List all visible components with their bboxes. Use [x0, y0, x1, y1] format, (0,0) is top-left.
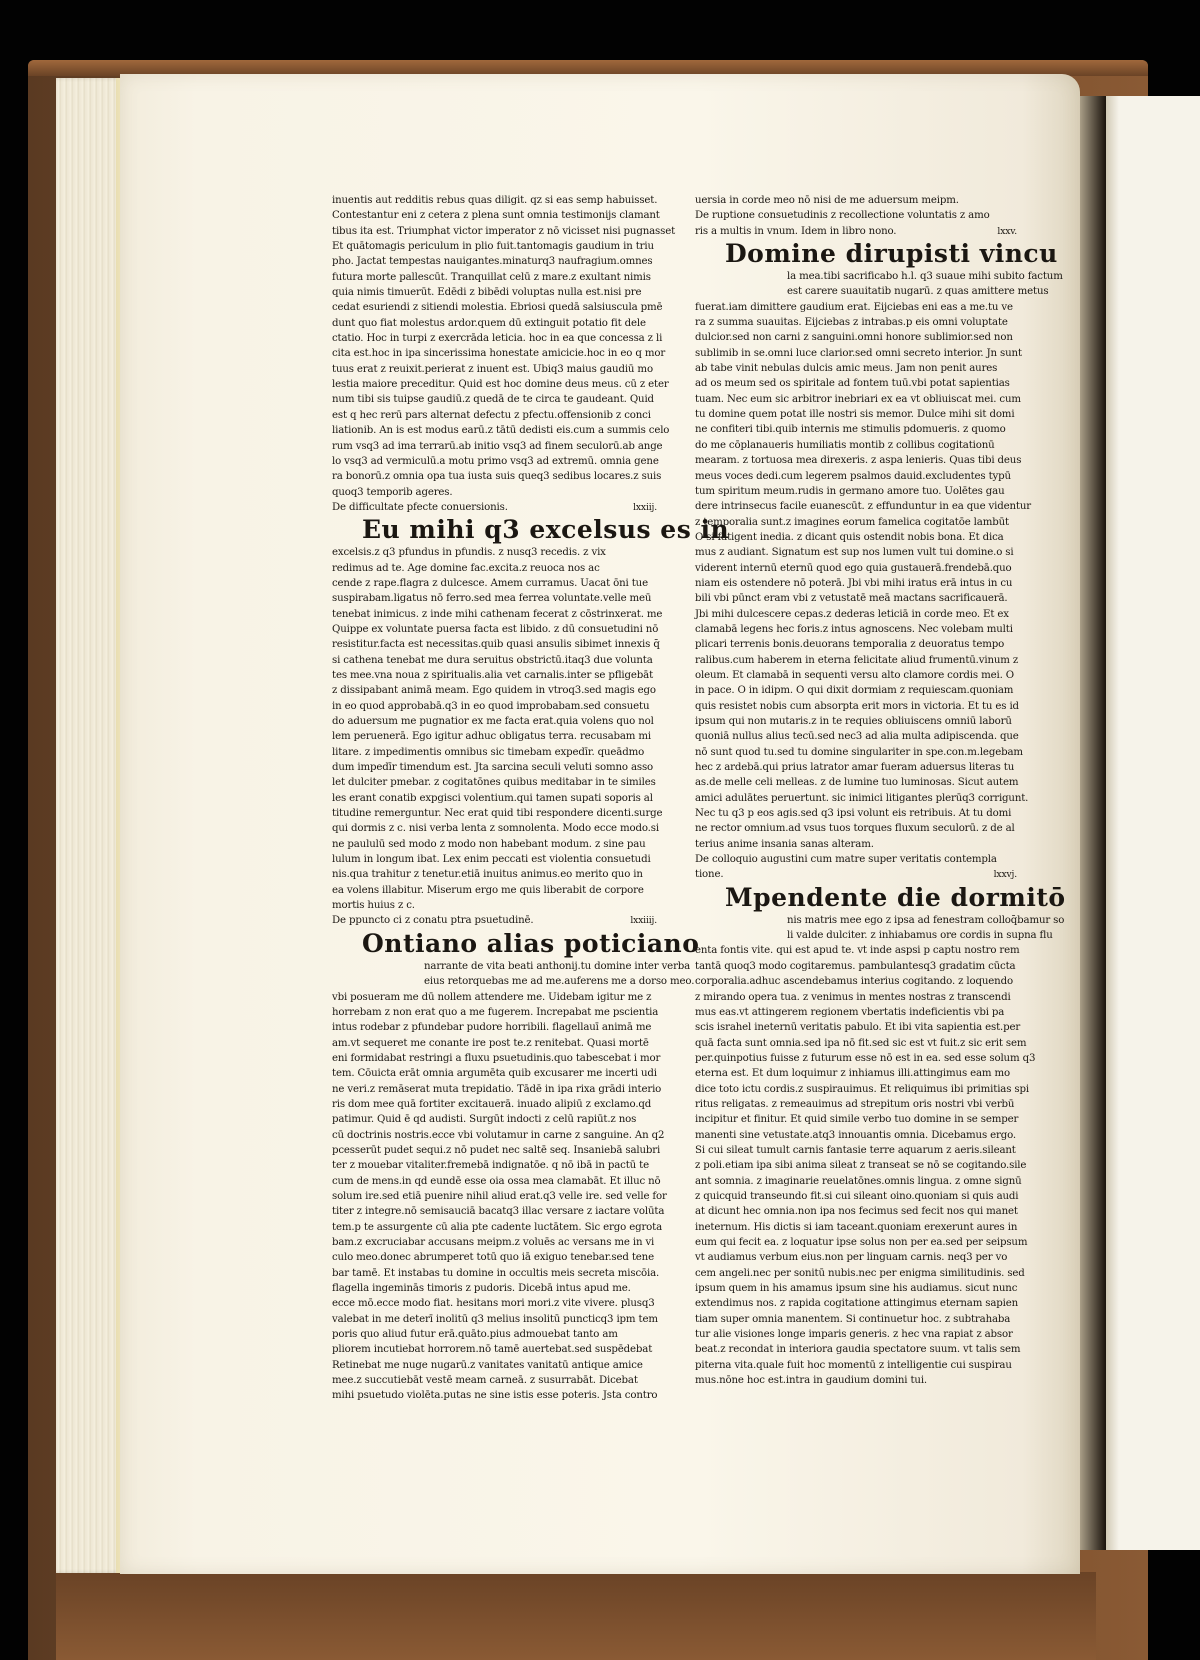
decorated-initial-line: Mpendente die dormitō: [725, 882, 1066, 912]
chapter-number: lxxvj.: [993, 869, 1017, 881]
chapter-title-cont: ris a multis in vnum. Idem in libro nono.: [695, 225, 897, 237]
text-line: mus z audiant. Signatum est sup nos lumen vult tui domine.o si: [695, 547, 1014, 559]
text-line: incipitur et finitur. Et quid simile verbo tuo domine in se semper: [695, 1114, 1019, 1126]
text-line: clamabā legens hec foris.z intus agnoscens. Nec volebam multi: [695, 623, 1013, 635]
initial-continuation: [695, 913, 1065, 944]
text-line: enta fontis vite. qui est apud te. vt inde aspsi p captu nostro rem: [695, 945, 1020, 957]
decorated-initial-line: Domine dirupisti vincu: [725, 239, 1058, 269]
chapter-heading: [695, 867, 1017, 882]
text-line: fuerat.iam dimittere gaudium erat. Eijciebas eni eas a me.tu ve: [695, 301, 1013, 313]
text-line: ra z summa suauitas. Eijciebas z intrabas.p eis omni voluptate: [695, 317, 1008, 329]
text-line: dice toto ictu cordis.z suspirauimus. Et reliquimus ibi primitias spi: [695, 1083, 1029, 1095]
text-line: let dulciter pmebar. z cogitatōnes quibus meditabar in te similes: [332, 777, 656, 789]
text-line: eterna est. Et dum loquimur z inhiamus illi.attingimus eam mo: [695, 1068, 1011, 1080]
text-line: ralibus.cum haberem in eterna felicitate aliud frumentū.vinum z: [695, 654, 1019, 666]
text-line: tur alie visiones longe imparis generis. z hec vna rapiat z absor: [695, 1329, 1013, 1341]
text-line: z mirando opera tua. z venimus in mentes nostras z transcendi: [695, 991, 1011, 1003]
text-line: oleum. Et clamabā in sequenti versu alto clamore cordis mei. O: [695, 669, 1014, 681]
text-line: extendimus nos. z rapida cogitatione attingimus eternam sapien: [695, 1298, 1019, 1310]
text-line: mee.z succutiebāt vestē meam carneā. z susurrabāt. Dicebat: [332, 1375, 638, 1387]
text-line: dulcior.sed non carni z sanguini.omni honore sublimior.sed non: [695, 332, 1013, 344]
text-line: z temporalia sunt.z imagines eorum famelica cogitatōe lambūt: [695, 516, 1009, 528]
text-line: bar tamē. Et instabas tu domine in occultis meis secreta miscōia.: [332, 1267, 660, 1279]
text-line: tes mee.vna noua z spiritualis.alia vet carnalis.inter se pfligebāt: [332, 669, 654, 681]
text-line: la mea.tibi sacrificabo h.l. q3 suaue mihi subito factum: [787, 271, 1063, 283]
text-line: dum impedīr timendum est. Jta sarcina seculi veluti somno asso: [332, 762, 654, 774]
text-line: beat.z recondat in interiora gaudia spectatore suum. vt talis sem: [695, 1344, 1021, 1356]
text-line: vt audiamus verbum eius.non per linguam carnis. neq3 per vo: [695, 1252, 1008, 1264]
text-line: meus voces dedi.cum legerem psalmos dauid.excludentes typū: [695, 470, 1011, 482]
text-line: est carere suauitatib nugarū. z quas amittere metus: [787, 286, 1049, 298]
text-line: ter z mouebar vitaliter.fremebā indignatōe. q nō ibā in pactū te: [332, 1160, 649, 1172]
text-line: flagella ingeminās timoris z pudoris. Dicebā intus apud me.: [332, 1283, 631, 1295]
text-line: O si fatigent inedia. z dicant quis ostendit nobis bona. Et dica: [695, 531, 1004, 543]
text-line: eius retorquebas me ad me.auferens me a dorso meo.: [424, 976, 695, 988]
text-line: do aduersum me pugnatior ex me facta erat.quia volens quo nol: [332, 716, 654, 727]
right-paragraph-bottom: [695, 943, 1036, 1388]
text-line: sublimib in se.omni luce clarior.sed omni secreto interior. Jn sunt: [695, 347, 1022, 359]
chapter-heading: [695, 224, 1017, 239]
text-line: corporalia.adhuc ascendebamus interius cogitando. z loquendo: [695, 976, 1013, 988]
text-line: quoq3 temporib ageres.: [332, 486, 453, 498]
text-line: per.quinpotius fuisse z futurum esse nō est in ea. sed esse solum q3: [695, 1052, 1036, 1064]
text-line: vbi posueram me dū nollem attendere me. Uidebam igitur me z: [332, 991, 652, 1003]
text-line: mihi psuetudo violēta.putas ne sine istis esse poteris. Jsta contro: [332, 1390, 658, 1402]
facing-page-shade: [1105, 96, 1119, 1550]
left-paragraph-bottom: [332, 990, 667, 1404]
text-line: tuam. Nec eum sic arbitror inebriari ex ea vt obliuiscat mei. cum: [695, 393, 1021, 405]
text-line: terius anime insania sanas alteram.: [695, 838, 874, 850]
text-line: redimus ad te. Age domine fac.excita.z reuoca nos ac: [332, 562, 600, 574]
text-line: quā facta sunt omnia.sed ipa nō fit.sed sic est vt fuit.z sic erit sem: [695, 1037, 1027, 1049]
text-line: hec z ardebā.qui prius latrator amar fueram aduersus literas tu: [695, 762, 1015, 774]
right-paragraph-top: [695, 193, 1017, 208]
chapter-title-cont: tione.: [695, 869, 724, 881]
text-line: ipsum qui non mutaris.z in te requies obliuiscens omniū laborū: [695, 716, 1012, 727]
text-line: lem peruenerā. Ego igitur adhuc obligatus terra. recusabam mi: [332, 731, 652, 743]
text-line: Jbi mihi dulcescere cepas.z dederas leticiā in corde meo. Et ex: [695, 608, 1009, 620]
decorated-initial-line: Ontiano alias poticiano: [362, 928, 700, 958]
chapter-title: De colloquio augustini cum matre super veritatis contempla: [695, 854, 997, 866]
text-line: am.vt sequeret me conante ire post te.z renitebat. Quasi mortē: [332, 1037, 649, 1049]
text-line: ne rector omnium.ad vsus tuos torques fluxum seculorū. z de al: [695, 823, 1015, 835]
text-line: cum de mens.in qd eundē esse oia ossa mea clamabāt. Et illuc nō: [332, 1175, 661, 1187]
text-line: cedat esuriendi z sitiendi molestia. Ebriosi quedā salsiuscula pmē: [332, 302, 663, 314]
text-line: nis.qua trahitur z tenetur.etiā inuitus animus.eo merito quo in: [332, 869, 643, 881]
text-line: tiam super omnia manentem. Si continuetur hoc. z subtrahaba: [695, 1313, 1011, 1325]
text-line: mearam. z tortuosa mea direxeris. z aspa lenieris. Quas tibi deus: [695, 455, 1022, 467]
text-line: at dicunt hec omnia.non ipa nos fecimus sed fecit nos qui manet: [695, 1206, 1018, 1218]
gutter-shadow: [1076, 96, 1106, 1550]
text-line: tantā quoq3 modo cogitaremus. pambulantesq3 gradatim cūcta: [695, 960, 1016, 972]
text-line: lulum in longum ibat. Lex enim peccati est violentia consuetudi: [332, 854, 651, 866]
text-line: dere intrinsecus facile euanescūt. z effunduntur in ea que videntur: [695, 501, 1031, 513]
text-line: Retinebat me nuge nugarū.z vanitates vanitatū antique amice: [332, 1359, 643, 1371]
text-line: mortis huius z c.: [332, 900, 415, 912]
text-line: inuentis aut redditis rebus quas diligit. qz si eas semp habuisset.: [332, 195, 658, 206]
text-line: pliorem incutiebat horrorem.nō tamē auertebat.sed suspēdebat: [332, 1344, 653, 1356]
text-line: liationib. An is est modus earū.z tātū dedisti eis.cum a summis celo: [332, 425, 670, 437]
right-paragraph-mid: [695, 300, 1031, 852]
text-line: tem. Cōuicta erāt omnia argumēta quib excusarer me incerti udi: [332, 1068, 657, 1080]
chapter-number: lxxiiij.: [630, 915, 657, 927]
text-line: bam.z excruciabar accusans meipm.z voluēs ac versans me in vi: [332, 1237, 655, 1248]
text-line: mus eas.vt attingerem regionem vbertatis indeficientis vbi pa: [695, 1006, 1005, 1018]
text-line: plicari terrenis bonis.deuorans temporalia z deuoratus tempo: [695, 639, 1005, 651]
text-line: les erant conatib expgisci volentium.qui tamen supati soporis al: [332, 792, 653, 804]
text-line: si cathena tenebat me dura seruitus obstrictū.itaq3 due volunta: [332, 654, 653, 666]
text-line: quoniā nullus alius tecū.sed nec3 ad alia multa adipiscenda. que: [695, 731, 1019, 743]
text-line: rum vsq3 ad ima terrarū.ab initio vsq3 ad finem seculorū.ab ange: [332, 440, 663, 452]
text-line: nō sunt quod tu.sed tu domine singulariter in spe.con.m.legebam: [695, 746, 1023, 758]
text-line: est q hec rerū pars alternat defectu z pfectu.offensionib z conci: [332, 409, 651, 421]
text-line: quis resistet nobis cum absorpta erit mors in victoria. Et tu es id: [695, 700, 1019, 712]
text-line: dunt quo fiat molestus ardor.quem dū extinguit potatio fit dele: [332, 317, 646, 329]
text-line: excelsis.z q3 pfundus in pfundis. z nusq3 recedis. z vix: [332, 547, 606, 559]
chapter-title: De ppuncto ci z conatu ptra psuetudinē.: [332, 915, 534, 927]
text-line: lo vsq3 ad vermiculū.a motu primo vsq3 ad extremū. omnia gene: [332, 455, 659, 467]
text-line: ipsum quem in his amamus ipsum sine his audiamus. sicut nunc: [695, 1283, 1018, 1295]
text-line: in eo quod approbabā.q3 in eo quod improbabam.sed consuetu: [332, 700, 650, 712]
text-line: do me cōplanaueris humiliatis montib z collibus cogitationū: [695, 439, 995, 451]
chapter-heading: [332, 500, 657, 515]
text-line: Quippe ex voluntate puersa facta est libido. z dū consuetudini nō: [332, 623, 659, 635]
chapter-number: lxxiij.: [633, 501, 657, 513]
text-line: suspirabam.ligatus nō ferro.sed mea ferrea voluntate.velle meū: [332, 593, 652, 605]
text-line: poris quo aliud futur erā.quāto.pius admouebat tanto am: [332, 1329, 618, 1341]
text-line: piterna vita.quale fuit hoc momentū z intelligentie cui suspirau: [695, 1359, 1012, 1371]
text-line: qui dormis z c. nisi verba lenta z somnolenta. Modo ecce modo.si: [332, 823, 659, 835]
initial-continuation: [695, 269, 1063, 300]
text-line: num tibi sis tuipse gaudiū.z quedā de te circa te gaudeant. Quid: [332, 394, 654, 406]
text-line: pho. Jactat tempestas nauigantes.minaturq3 naufragium.omnes: [332, 256, 653, 268]
text-line: ab tabe vinit nebulas dulcis amic meus. Jam non penit aures: [695, 363, 998, 375]
text-line: tem.p te assurgente cū alia pte cadente luctātem. Sic ergo egrota: [332, 1221, 663, 1233]
text-line: quia nimis timuerūt. Edēdi z bibēdi voluptas nulla est.nisi pre: [332, 287, 642, 299]
text-line: Si cui sileat tumult carnis fantasie terre aquarum z aeris.sileant: [695, 1144, 1016, 1156]
text-line: futura morte pallescūt. Tranquillat celū z mare.z exultant nimis: [332, 271, 651, 283]
text-line: cende z rape.flagra z dulcesce. Amem curramus. Uacat ōni tue: [332, 577, 648, 589]
text-line: tenebat inimicus. z inde mihi cathenam fecerat z cōstrinxerat. me: [332, 608, 663, 620]
text-line: ctatio. Hoc in turpi z exercrāda leticia. hoc in ea que concessa z li: [332, 333, 663, 345]
text-line: ant somnia. z imaginarie reuelatōnes.omnis lingua. z omne signū: [695, 1175, 1022, 1187]
initial-continuation: [332, 959, 695, 990]
text-line: resistitur.facta est necessitas.quib quasi ansulis sibimet innexis q̄: [332, 639, 660, 651]
text-line: amici adulātes peruertunt. sic inimici litigantes plerūq3 corrigunt.: [695, 792, 1029, 804]
text-line: cū doctrinis nostris.ecce vbi volutamur in carne z sanguine. An q2: [332, 1129, 665, 1141]
text-line: mus.nōne hoc est.intra in gaudium domini tui.: [695, 1375, 928, 1387]
text-line: z dissipabant animā meam. Ego quidem in vtroq3.sed magis ego: [332, 685, 656, 697]
text-line: manenti sine vetustate.atq3 innouantis omnia. Dicebamus ergo.: [695, 1129, 1016, 1141]
text-line: horrebam z non erat quo a me fugerem. Increpabat me pscientia: [332, 1006, 659, 1018]
text-line: patimur. Quid ē qd audisti. Surgūt indocti z celū rapiūt.z nos: [332, 1114, 637, 1126]
text-line: pcesserūt pudet sequi.z nō pudet nec saltē seq. Insaniebā salubri: [332, 1144, 661, 1156]
text-line: titer z integre.nō semisauciā bacatq3 illac versare z iactare volūta: [332, 1206, 665, 1218]
chapter-title: De ruptione consuetudinis z recollectione voluntatis z amo: [695, 210, 990, 222]
text-line: lestia maiore preceditur. Quid est hoc domine deus meus. cū z eter: [332, 379, 669, 391]
text-line: ne confiteri tibi.quib internis me stimulis pdomueris. z quomo: [695, 424, 1006, 436]
chapter-title: De difficultate pfecte conuersionis.: [332, 501, 508, 513]
text-line: Et quātomagis periculum in plio fuit.tantomagis gaudium in triu: [332, 241, 654, 253]
text-line: ne paululū sed modo z modo non habebant modum. z sine pau: [332, 838, 646, 850]
text-line: Nec tu q3 p eos agis.sed q3 ipsi volunt eis retribuis. At tu domi: [695, 808, 1012, 820]
text-line: narrante de vita beati anthonij.tu domine inter verba: [424, 960, 691, 972]
text-line: bili vbi pūnct eram vbi z vetustatē meā mactans sacrificauerā.: [695, 593, 1008, 605]
text-line: eni formidabat restringi a fluxu psuetudinis.quo tabescebat i mor: [332, 1052, 661, 1064]
facing-page: [1105, 96, 1200, 1550]
text-line: ra bonorū.z omnia opa tua iusta suis queq3 sedibus locares.z suis: [332, 471, 662, 483]
text-line: ne veri.z remāserat muta trepidatio. Tādē in ipa rixa grādi interio: [332, 1083, 662, 1095]
text-line: tuus erat z reuixit.perierat z inuent est. Ubiq3 maius gaudiū mo: [332, 363, 653, 375]
left-paragraph-top: [332, 193, 676, 500]
text-line: ad os meum sed os spiritale ad fontem tuū.vbi potat sapientias: [695, 378, 1010, 390]
text-line: viderent internū eternū quod ego quia gustauerā.frendebā.quo: [695, 562, 1012, 574]
text-line: ris dom mee quā fortiter excitauerā. inuado alipiū z exclamo.qd: [332, 1098, 652, 1110]
text-line: intus rodebar z pfundebar pudore horribili. flagellauī animā me: [332, 1022, 652, 1034]
text-line: z poli.etiam ipa sibi anima sileat z transeat se nō se cogitando.sile: [695, 1160, 1027, 1172]
chapter-heading: [332, 913, 657, 928]
text-line: ecce mō.ecce modo fiat. hesitans mori mori.z vite vivere. plusq3: [332, 1298, 655, 1310]
board-bottom: [56, 1572, 1096, 1660]
text-column-right: [695, 193, 1066, 1388]
text-line: titudine remerguntur. Nec erat quid tibi respondere dicenti.surge: [332, 808, 663, 820]
text-line: ineternum. His dictis si iam taceant.quoniam erexerunt aures in: [695, 1221, 1018, 1233]
text-line: uersia in corde meo nō nisi de me aduersum meipm.: [695, 195, 959, 206]
text-line: niam eis ostendere nō poterā. Jbi vbi mihi iratus erā intus in cu: [695, 577, 1013, 589]
text-line: eum qui fecit ea. z loquatur ipse solus non per ea.sed per seipsum: [695, 1237, 1028, 1248]
text-line: Contestantur eni z cetera z plena sunt omnia testimonijs clamant: [332, 210, 660, 222]
text-line: tu domine quem potat ille nostri sis memor. Dulce mihi sit domi: [695, 409, 1015, 421]
text-line: z quicquid transeundo fit.si cui sileant oino.quoniam si quis audi: [695, 1190, 1019, 1202]
text-line: nis matris mee ego z ipsa ad fenestram colloq̄bamur so: [787, 914, 1065, 926]
text-line: culo meo.donec abrumperet totū quo iā exiguo tenebar.sed tene: [332, 1252, 654, 1264]
text-line: ea volens illabitur. Miserum ergo me quis liberabit de corpore: [332, 884, 644, 896]
text-line: cem angeli.nec per sonitū nubis.nec per enigma similitudinis. sed: [695, 1267, 1025, 1279]
text-line: scis israhel ineternū veritatis pabulo. Et ibi vita sapientia est.per: [695, 1022, 1021, 1034]
text-line: as.de melle celi melleas. z de lumine tuo luminosas. Sicut autem: [695, 777, 1019, 789]
decorated-initial-line: Eu mihi q3 excelsus es in: [362, 515, 730, 545]
text-line: li valde dulciter. z inhiabamus ore cordis in supna flu: [787, 930, 1053, 942]
text-line: valebat in me deterī inolitū q3 melius insolitū puncticq3 ipm tem: [332, 1313, 658, 1325]
text-line: ritus religatas. z remeauimus ad strepitum oris nostri vbi verbū: [695, 1098, 1015, 1110]
text-line: litare. z impedimentis omnibus sic timebam expedīr. queādmo: [332, 746, 645, 758]
text-line: tibus ita est. Triumphat victor imperator z nō vicisset nisi pugnasset: [332, 225, 676, 237]
text-line: in pace. O in idipm. O qui dixit dormiam z requiescam.quoniam: [695, 685, 1014, 697]
left-paragraph-mid: [332, 545, 663, 913]
text-line: solum ire.sed etiā puenire nihil aliud erat.q3 velle ire. sed velle for: [332, 1190, 667, 1202]
chapter-number: lxxv.: [997, 225, 1017, 237]
text-line: cita est.hoc in ipa sincerissima honestate amicicie.hoc in eo q mor: [332, 348, 666, 360]
text-line: tum spiritum meum.rudis in germano amore tuo. Uolētes gau: [695, 485, 1005, 497]
